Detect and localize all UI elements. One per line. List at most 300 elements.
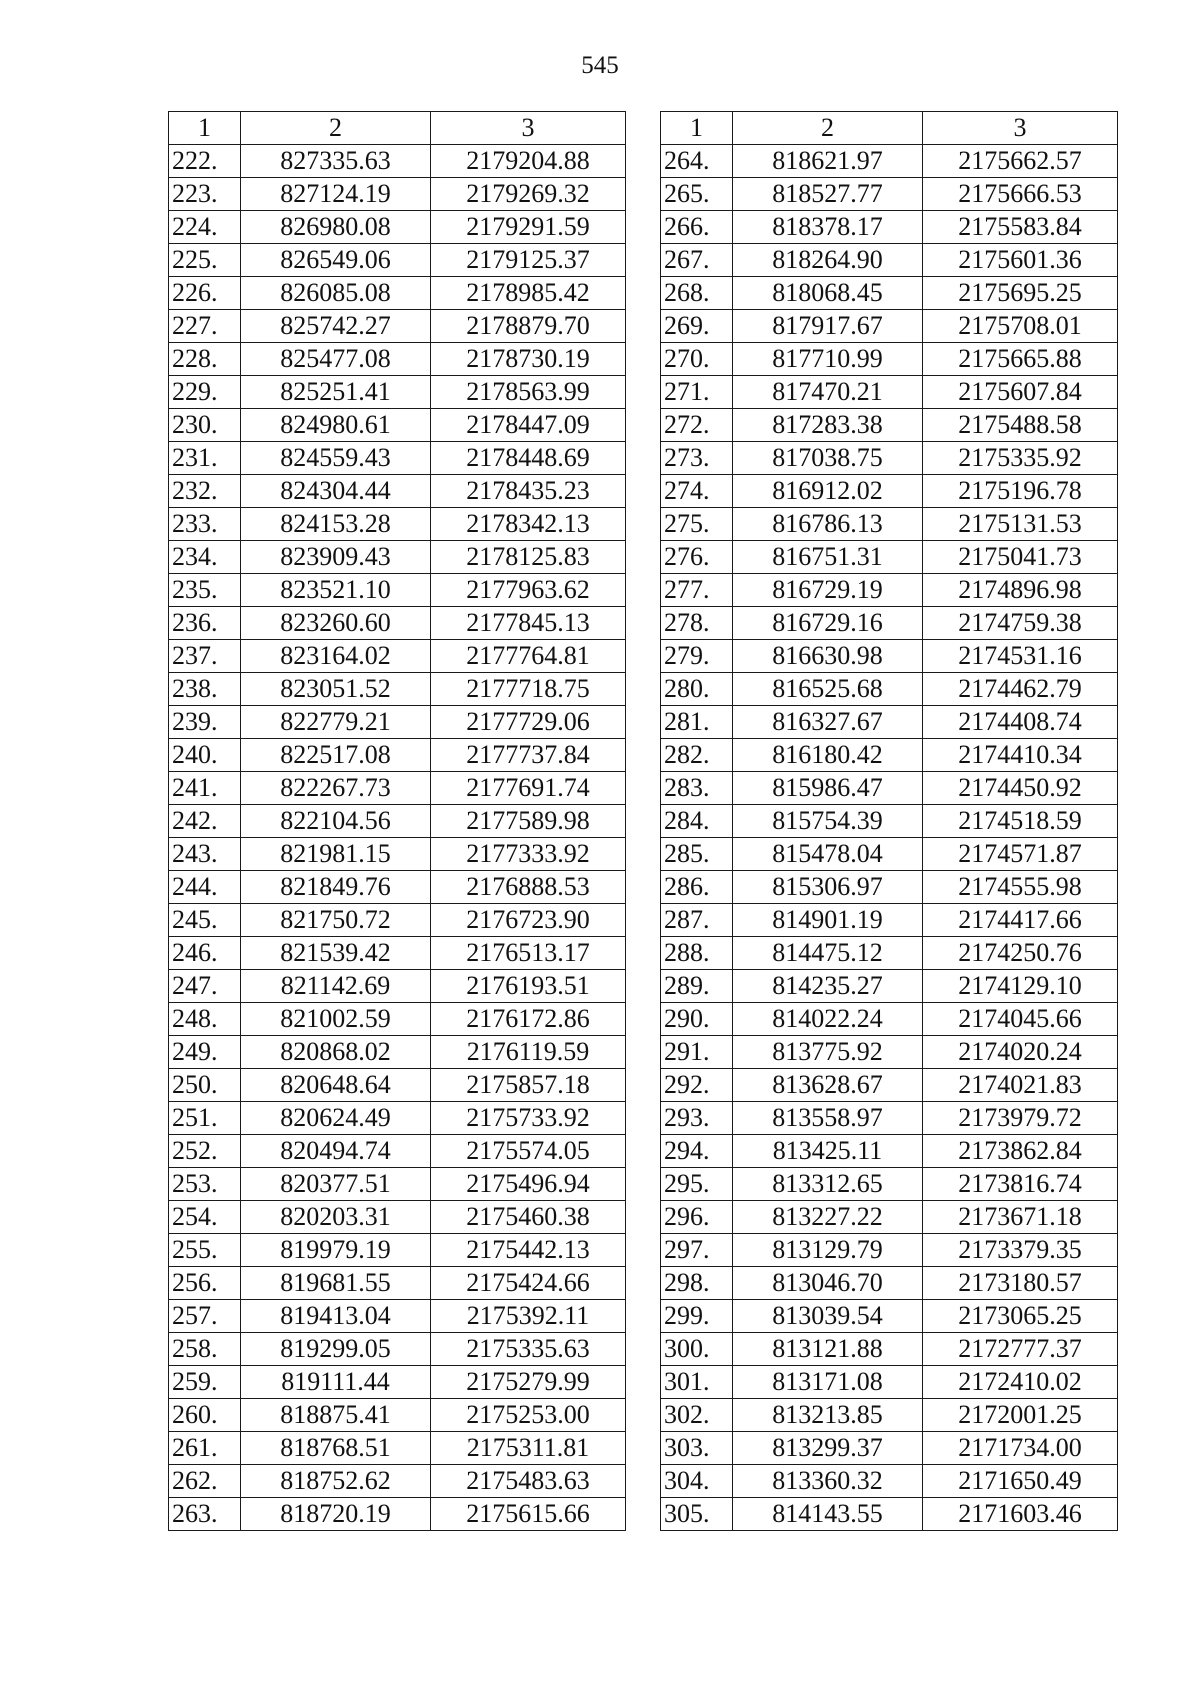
- point-number-cell: 266.: [661, 211, 733, 244]
- table-row: [661, 640, 1118, 673]
- y-coordinate-cell: 2175335.63: [431, 1333, 626, 1366]
- y-coordinate-cell: 2177718.75: [431, 673, 626, 706]
- x-coordinate-cell: 821750.72: [241, 904, 431, 937]
- table-row: [661, 1432, 1118, 1465]
- x-coordinate-cell: 813121.88: [733, 1333, 923, 1366]
- y-coordinate-cell: 2171734.00: [923, 1432, 1118, 1465]
- y-coordinate-cell: 2175488.58: [923, 409, 1118, 442]
- point-number-cell: 291.: [661, 1036, 733, 1069]
- y-coordinate-cell: 2171650.49: [923, 1465, 1118, 1498]
- point-number-cell: 238.: [169, 673, 241, 706]
- x-coordinate-cell: 823051.52: [241, 673, 431, 706]
- table-row: [169, 1465, 626, 1498]
- table-row: [661, 970, 1118, 1003]
- y-coordinate-cell: 2175496.94: [431, 1168, 626, 1201]
- y-coordinate-cell: 2171603.46: [923, 1498, 1118, 1531]
- y-coordinate-cell: 2179269.32: [431, 178, 626, 211]
- x-coordinate-cell: 816786.13: [733, 508, 923, 541]
- x-coordinate-cell: 813425.11: [733, 1135, 923, 1168]
- table-row: [661, 904, 1118, 937]
- y-coordinate-cell: 2175601.36: [923, 244, 1118, 277]
- x-coordinate-cell: 824980.61: [241, 409, 431, 442]
- y-coordinate-cell: 2175442.13: [431, 1234, 626, 1267]
- x-coordinate-cell: 816180.42: [733, 739, 923, 772]
- y-coordinate-cell: 2177737.84: [431, 739, 626, 772]
- x-coordinate-cell: 813775.92: [733, 1036, 923, 1069]
- y-coordinate-cell: 2175695.25: [923, 277, 1118, 310]
- table-row: [661, 475, 1118, 508]
- y-coordinate-cell: 2174020.24: [923, 1036, 1118, 1069]
- y-coordinate-cell: 2176723.90: [431, 904, 626, 937]
- point-number-cell: 302.: [661, 1399, 733, 1432]
- table-row: [169, 277, 626, 310]
- table-row: [169, 376, 626, 409]
- table-row: [169, 1036, 626, 1069]
- point-number-cell: 279.: [661, 640, 733, 673]
- point-number-cell: 248.: [169, 1003, 241, 1036]
- table-row: [661, 310, 1118, 343]
- x-coordinate-cell: 826085.08: [241, 277, 431, 310]
- table-row: [169, 640, 626, 673]
- y-coordinate-cell: 2175483.63: [431, 1465, 626, 1498]
- point-number-cell: 299.: [661, 1300, 733, 1333]
- y-coordinate-cell: 2177845.13: [431, 607, 626, 640]
- table-row: [169, 1399, 626, 1432]
- point-number-cell: 282.: [661, 739, 733, 772]
- table-row: [661, 1102, 1118, 1135]
- x-coordinate-cell: 817038.75: [733, 442, 923, 475]
- table-row: [661, 1036, 1118, 1069]
- column-header: 3: [923, 112, 1118, 145]
- table-row: [661, 541, 1118, 574]
- point-number-cell: 285.: [661, 838, 733, 871]
- y-coordinate-cell: 2175662.57: [923, 145, 1118, 178]
- point-number-cell: 303.: [661, 1432, 733, 1465]
- y-coordinate-cell: 2173065.25: [923, 1300, 1118, 1333]
- x-coordinate-cell: 824153.28: [241, 508, 431, 541]
- x-coordinate-cell: 822517.08: [241, 739, 431, 772]
- table-row: [661, 1300, 1118, 1333]
- point-number-cell: 276.: [661, 541, 733, 574]
- x-coordinate-cell: 819681.55: [241, 1267, 431, 1300]
- point-number-cell: 242.: [169, 805, 241, 838]
- table-row: [169, 1069, 626, 1102]
- y-coordinate-cell: 2178448.69: [431, 442, 626, 475]
- y-coordinate-cell: 2174759.38: [923, 607, 1118, 640]
- x-coordinate-cell: 813312.65: [733, 1168, 923, 1201]
- table-row: [661, 574, 1118, 607]
- x-coordinate-cell: 815306.97: [733, 871, 923, 904]
- point-number-cell: 247.: [169, 970, 241, 1003]
- x-coordinate-cell: 823521.10: [241, 574, 431, 607]
- x-coordinate-cell: 824559.43: [241, 442, 431, 475]
- x-coordinate-cell: 822267.73: [241, 772, 431, 805]
- column-header: 2: [733, 112, 923, 145]
- x-coordinate-cell: 813171.08: [733, 1366, 923, 1399]
- x-coordinate-cell: 818768.51: [241, 1432, 431, 1465]
- y-coordinate-cell: 2176193.51: [431, 970, 626, 1003]
- x-coordinate-cell: 816525.68: [733, 673, 923, 706]
- x-coordinate-cell: 825742.27: [241, 310, 431, 343]
- x-coordinate-cell: 821539.42: [241, 937, 431, 970]
- x-coordinate-cell: 825251.41: [241, 376, 431, 409]
- y-coordinate-cell: 2178563.99: [431, 376, 626, 409]
- y-coordinate-cell: 2175574.05: [431, 1135, 626, 1168]
- table-row: [661, 1366, 1118, 1399]
- point-number-cell: 241.: [169, 772, 241, 805]
- y-coordinate-cell: 2178125.83: [431, 541, 626, 574]
- x-coordinate-cell: 816630.98: [733, 640, 923, 673]
- point-number-cell: 264.: [661, 145, 733, 178]
- y-coordinate-cell: 2175041.73: [923, 541, 1118, 574]
- table-row: [169, 739, 626, 772]
- y-coordinate-cell: 2176172.86: [431, 1003, 626, 1036]
- y-coordinate-cell: 2175131.53: [923, 508, 1118, 541]
- point-number-cell: 265.: [661, 178, 733, 211]
- x-coordinate-cell: 820648.64: [241, 1069, 431, 1102]
- x-coordinate-cell: 821981.15: [241, 838, 431, 871]
- table-row: [661, 739, 1118, 772]
- x-coordinate-cell: 814235.27: [733, 970, 923, 1003]
- table-row: [661, 442, 1118, 475]
- table-row: [169, 607, 626, 640]
- x-coordinate-cell: 819979.19: [241, 1234, 431, 1267]
- x-coordinate-cell: 820203.31: [241, 1201, 431, 1234]
- table-row: [661, 1135, 1118, 1168]
- point-number-cell: 281.: [661, 706, 733, 739]
- point-number-cell: 289.: [661, 970, 733, 1003]
- table-row: [169, 706, 626, 739]
- point-number-cell: 294.: [661, 1135, 733, 1168]
- table-row: [169, 343, 626, 376]
- point-number-cell: 227.: [169, 310, 241, 343]
- point-number-cell: 249.: [169, 1036, 241, 1069]
- x-coordinate-cell: 818720.19: [241, 1498, 431, 1531]
- x-coordinate-cell: 818875.41: [241, 1399, 431, 1432]
- y-coordinate-cell: 2178447.09: [431, 409, 626, 442]
- x-coordinate-cell: 819299.05: [241, 1333, 431, 1366]
- x-coordinate-cell: 819413.04: [241, 1300, 431, 1333]
- y-coordinate-cell: 2173979.72: [923, 1102, 1118, 1135]
- y-coordinate-cell: 2175666.53: [923, 178, 1118, 211]
- y-coordinate-cell: 2175733.92: [431, 1102, 626, 1135]
- y-coordinate-cell: 2175335.92: [923, 442, 1118, 475]
- table-row: [169, 937, 626, 970]
- column-header: 1: [661, 112, 733, 145]
- x-coordinate-cell: 817283.38: [733, 409, 923, 442]
- coordinates-table-right: [660, 111, 1118, 1531]
- point-number-cell: 250.: [169, 1069, 241, 1102]
- table-row: [661, 1267, 1118, 1300]
- point-number-cell: 270.: [661, 343, 733, 376]
- point-number-cell: 267.: [661, 244, 733, 277]
- x-coordinate-cell: 814022.24: [733, 1003, 923, 1036]
- point-number-cell: 222.: [169, 145, 241, 178]
- table-row: [661, 1003, 1118, 1036]
- x-coordinate-cell: 818527.77: [733, 178, 923, 211]
- y-coordinate-cell: 2172777.37: [923, 1333, 1118, 1366]
- y-coordinate-cell: 2177691.74: [431, 772, 626, 805]
- point-number-cell: 258.: [169, 1333, 241, 1366]
- point-number-cell: 268.: [661, 277, 733, 310]
- table-row: [169, 1333, 626, 1366]
- x-coordinate-cell: 818621.97: [733, 145, 923, 178]
- point-number-cell: 236.: [169, 607, 241, 640]
- y-coordinate-cell: 2175615.66: [431, 1498, 626, 1531]
- point-number-cell: 233.: [169, 508, 241, 541]
- table-row: [169, 1498, 626, 1531]
- point-number-cell: 292.: [661, 1069, 733, 1102]
- table-row: [169, 1234, 626, 1267]
- point-number-cell: 260.: [169, 1399, 241, 1432]
- table-row: [661, 1399, 1118, 1432]
- point-number-cell: 280.: [661, 673, 733, 706]
- table-row: [661, 706, 1118, 739]
- point-number-cell: 237.: [169, 640, 241, 673]
- y-coordinate-cell: 2175708.01: [923, 310, 1118, 343]
- table-row: [169, 475, 626, 508]
- x-coordinate-cell: 823260.60: [241, 607, 431, 640]
- x-coordinate-cell: 817710.99: [733, 343, 923, 376]
- x-coordinate-cell: 820494.74: [241, 1135, 431, 1168]
- point-number-cell: 231.: [169, 442, 241, 475]
- point-number-cell: 223.: [169, 178, 241, 211]
- y-coordinate-cell: 2173816.74: [923, 1168, 1118, 1201]
- table-row: [169, 1432, 626, 1465]
- table-row: [661, 508, 1118, 541]
- point-number-cell: 304.: [661, 1465, 733, 1498]
- x-coordinate-cell: 821142.69: [241, 970, 431, 1003]
- x-coordinate-cell: 821849.76: [241, 871, 431, 904]
- point-number-cell: 243.: [169, 838, 241, 871]
- table-row: [169, 871, 626, 904]
- coordinates-table-left: [168, 111, 626, 1531]
- y-coordinate-cell: 2178730.19: [431, 343, 626, 376]
- x-coordinate-cell: 813299.37: [733, 1432, 923, 1465]
- x-coordinate-cell: 815754.39: [733, 805, 923, 838]
- table-row: [661, 607, 1118, 640]
- point-number-cell: 286.: [661, 871, 733, 904]
- y-coordinate-cell: 2179204.88: [431, 145, 626, 178]
- point-number-cell: 244.: [169, 871, 241, 904]
- x-coordinate-cell: 815478.04: [733, 838, 923, 871]
- y-coordinate-cell: 2174417.66: [923, 904, 1118, 937]
- x-coordinate-cell: 826980.08: [241, 211, 431, 244]
- y-coordinate-cell: 2175665.88: [923, 343, 1118, 376]
- y-coordinate-cell: 2174045.66: [923, 1003, 1118, 1036]
- point-number-cell: 269.: [661, 310, 733, 343]
- point-number-cell: 298.: [661, 1267, 733, 1300]
- y-coordinate-cell: 2174896.98: [923, 574, 1118, 607]
- x-coordinate-cell: 813129.79: [733, 1234, 923, 1267]
- table-row: [661, 1465, 1118, 1498]
- table-row: [661, 211, 1118, 244]
- table-row: [169, 838, 626, 871]
- y-coordinate-cell: 2178342.13: [431, 508, 626, 541]
- y-coordinate-cell: 2176119.59: [431, 1036, 626, 1069]
- table-row: [661, 1201, 1118, 1234]
- x-coordinate-cell: 817917.67: [733, 310, 923, 343]
- y-coordinate-cell: 2175857.18: [431, 1069, 626, 1102]
- table-row: [169, 673, 626, 706]
- point-number-cell: 283.: [661, 772, 733, 805]
- table-row: [661, 1333, 1118, 1366]
- y-coordinate-cell: 2178435.23: [431, 475, 626, 508]
- y-coordinate-cell: 2175311.81: [431, 1432, 626, 1465]
- point-number-cell: 254.: [169, 1201, 241, 1234]
- point-number-cell: 305.: [661, 1498, 733, 1531]
- table-row: [661, 1168, 1118, 1201]
- x-coordinate-cell: 814901.19: [733, 904, 923, 937]
- y-coordinate-cell: 2175460.38: [431, 1201, 626, 1234]
- table-row: [169, 541, 626, 574]
- x-coordinate-cell: 820377.51: [241, 1168, 431, 1201]
- x-coordinate-cell: 814475.12: [733, 937, 923, 970]
- y-coordinate-cell: 2172410.02: [923, 1366, 1118, 1399]
- y-coordinate-cell: 2174021.83: [923, 1069, 1118, 1102]
- x-coordinate-cell: 820624.49: [241, 1102, 431, 1135]
- table-row: [169, 1135, 626, 1168]
- point-number-cell: 256.: [169, 1267, 241, 1300]
- y-coordinate-cell: 2175253.00: [431, 1399, 626, 1432]
- point-number-cell: 240.: [169, 739, 241, 772]
- table-row: [169, 1102, 626, 1135]
- table-row: [169, 970, 626, 1003]
- point-number-cell: 239.: [169, 706, 241, 739]
- table-row: [661, 277, 1118, 310]
- y-coordinate-cell: 2174462.79: [923, 673, 1118, 706]
- x-coordinate-cell: 813039.54: [733, 1300, 923, 1333]
- table-row: [169, 178, 626, 211]
- table-row: [661, 871, 1118, 904]
- y-coordinate-cell: 2173180.57: [923, 1267, 1118, 1300]
- point-number-cell: 224.: [169, 211, 241, 244]
- table-row: [169, 211, 626, 244]
- x-coordinate-cell: 818378.17: [733, 211, 923, 244]
- x-coordinate-cell: 813227.22: [733, 1201, 923, 1234]
- x-coordinate-cell: 823164.02: [241, 640, 431, 673]
- y-coordinate-cell: 2173379.35: [923, 1234, 1118, 1267]
- y-coordinate-cell: 2175424.66: [431, 1267, 626, 1300]
- column-header: 2: [241, 112, 431, 145]
- table-row: [169, 1201, 626, 1234]
- y-coordinate-cell: 2174410.34: [923, 739, 1118, 772]
- y-coordinate-cell: 2172001.25: [923, 1399, 1118, 1432]
- table-row: [661, 244, 1118, 277]
- y-coordinate-cell: 2175392.11: [431, 1300, 626, 1333]
- point-number-cell: 226.: [169, 277, 241, 310]
- point-number-cell: 232.: [169, 475, 241, 508]
- table-row: [661, 376, 1118, 409]
- point-number-cell: 275.: [661, 508, 733, 541]
- table-row: [661, 1498, 1118, 1531]
- point-number-cell: 297.: [661, 1234, 733, 1267]
- y-coordinate-cell: 2175279.99: [431, 1366, 626, 1399]
- point-number-cell: 271.: [661, 376, 733, 409]
- y-coordinate-cell: 2176513.17: [431, 937, 626, 970]
- x-coordinate-cell: 816327.67: [733, 706, 923, 739]
- x-coordinate-cell: 827124.19: [241, 178, 431, 211]
- table-row: [661, 1069, 1118, 1102]
- point-number-cell: 273.: [661, 442, 733, 475]
- x-coordinate-cell: 820868.02: [241, 1036, 431, 1069]
- point-number-cell: 225.: [169, 244, 241, 277]
- table-row: [169, 310, 626, 343]
- point-number-cell: 284.: [661, 805, 733, 838]
- table-row: [661, 145, 1118, 178]
- point-number-cell: 235.: [169, 574, 241, 607]
- table-row: [661, 937, 1118, 970]
- table-row: [169, 904, 626, 937]
- x-coordinate-cell: 815986.47: [733, 772, 923, 805]
- y-coordinate-cell: 2174518.59: [923, 805, 1118, 838]
- point-number-cell: 287.: [661, 904, 733, 937]
- y-coordinate-cell: 2175196.78: [923, 475, 1118, 508]
- table-row: [169, 1003, 626, 1036]
- y-coordinate-cell: 2177729.06: [431, 706, 626, 739]
- point-number-cell: 262.: [169, 1465, 241, 1498]
- y-coordinate-cell: 2176888.53: [431, 871, 626, 904]
- point-number-cell: 274.: [661, 475, 733, 508]
- y-coordinate-cell: 2177764.81: [431, 640, 626, 673]
- y-coordinate-cell: 2177963.62: [431, 574, 626, 607]
- point-number-cell: 259.: [169, 1366, 241, 1399]
- point-number-cell: 253.: [169, 1168, 241, 1201]
- point-number-cell: 293.: [661, 1102, 733, 1135]
- x-coordinate-cell: 822779.21: [241, 706, 431, 739]
- x-coordinate-cell: 816912.02: [733, 475, 923, 508]
- y-coordinate-cell: 2174555.98: [923, 871, 1118, 904]
- x-coordinate-cell: 826549.06: [241, 244, 431, 277]
- x-coordinate-cell: 813628.67: [733, 1069, 923, 1102]
- point-number-cell: 245.: [169, 904, 241, 937]
- x-coordinate-cell: 818752.62: [241, 1465, 431, 1498]
- x-coordinate-cell: 816751.31: [733, 541, 923, 574]
- table-row: [661, 673, 1118, 706]
- point-number-cell: 252.: [169, 1135, 241, 1168]
- point-number-cell: 288.: [661, 937, 733, 970]
- y-coordinate-cell: 2175583.84: [923, 211, 1118, 244]
- x-coordinate-cell: 825477.08: [241, 343, 431, 376]
- table-row: [169, 1300, 626, 1333]
- x-coordinate-cell: 813213.85: [733, 1399, 923, 1432]
- x-coordinate-cell: 823909.43: [241, 541, 431, 574]
- x-coordinate-cell: 817470.21: [733, 376, 923, 409]
- point-number-cell: 251.: [169, 1102, 241, 1135]
- table-row: [661, 409, 1118, 442]
- point-number-cell: 230.: [169, 409, 241, 442]
- x-coordinate-cell: 813046.70: [733, 1267, 923, 1300]
- point-number-cell: 228.: [169, 343, 241, 376]
- x-coordinate-cell: 816729.19: [733, 574, 923, 607]
- y-coordinate-cell: 2174408.74: [923, 706, 1118, 739]
- point-number-cell: 255.: [169, 1234, 241, 1267]
- x-coordinate-cell: 818068.45: [733, 277, 923, 310]
- y-coordinate-cell: 2178985.42: [431, 277, 626, 310]
- x-coordinate-cell: 813558.97: [733, 1102, 923, 1135]
- page-number: 545: [581, 52, 619, 79]
- table-row: [661, 838, 1118, 871]
- table-row: [169, 1168, 626, 1201]
- y-coordinate-cell: 2179291.59: [431, 211, 626, 244]
- table-row: [661, 772, 1118, 805]
- point-number-cell: 272.: [661, 409, 733, 442]
- y-coordinate-cell: 2174250.76: [923, 937, 1118, 970]
- table-row: [661, 343, 1118, 376]
- table-row: [661, 805, 1118, 838]
- x-coordinate-cell: 821002.59: [241, 1003, 431, 1036]
- y-coordinate-cell: 2178879.70: [431, 310, 626, 343]
